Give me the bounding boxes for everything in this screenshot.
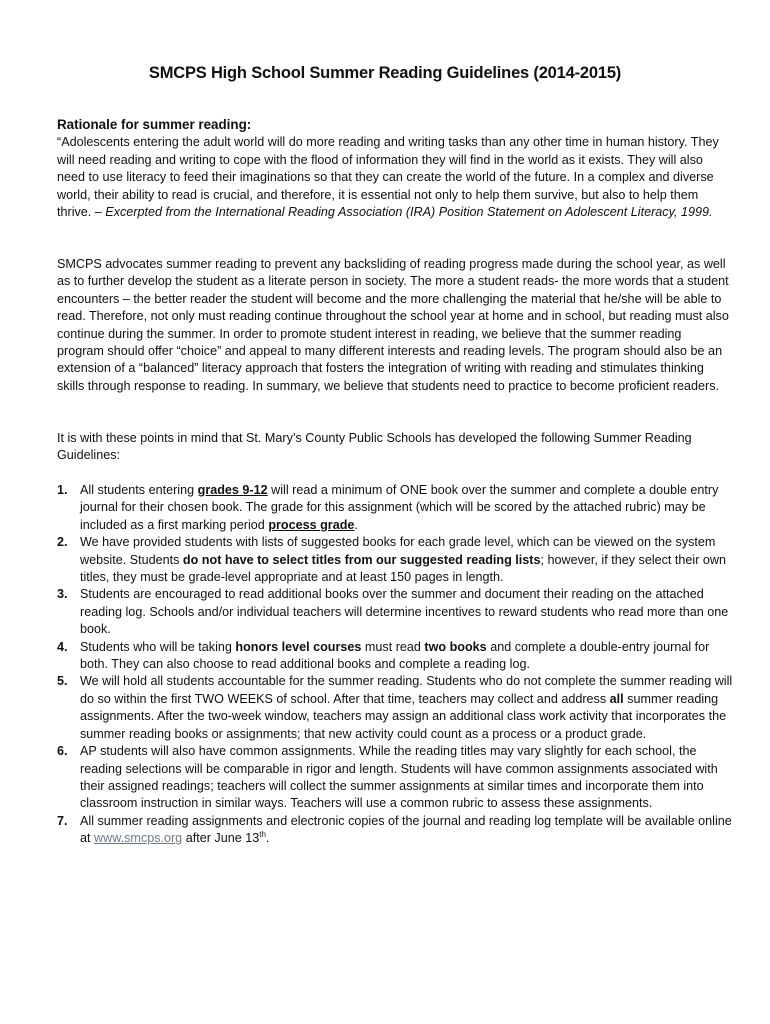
smcps-website-link[interactable]: www.smcps.org <box>94 831 183 846</box>
guideline-text: Students are encouraged to read additional books over the summer and document their reading on the attached reading log. Schools and/or individual teachers will determine incentives to reward students who read more than one book. <box>80 587 729 637</box>
guideline-text: after June 13 <box>182 831 260 846</box>
guideline-item-1 <box>57 482 733 534</box>
guideline-item-6 <box>57 743 733 813</box>
advocacy-section <box>57 256 729 395</box>
guideline-number: 5. <box>57 674 68 689</box>
guideline-number: 3. <box>57 587 68 602</box>
document-title: SMCPS High School Summer Reading Guidelines (2014-2015) <box>148 64 622 82</box>
rationale-quote: “Adolescents entering the adult world will do more reading and writing tasks than any other time in human history. They will need reading and writing to cope with the flood of information they will find in the world as it exists. They will also need to use literacy to feed their imaginations so that they can create the world of the future. In a complex and diverse world, their ability to read is crucial, and therefore, it is essential not only to help them survive, but also to help them thrive. – <box>57 135 719 220</box>
guideline-text: AP students will also have common assignments. While the reading titles may vary slightly for each school, the reading selections will be comparable in rigor and length. Students will have common assignments associated with their assigned readings; teachers will collect the summer assignments at similar times and incorporate them into classroom instruction in similar ways. Teachers will use a common rubric to assess these assignments. <box>80 744 718 811</box>
rationale-section <box>57 116 729 221</box>
grades-emphasis: grades 9-12 <box>197 483 268 497</box>
guideline-text: must read <box>361 639 425 654</box>
guideline-item-4 <box>57 639 733 674</box>
guideline-text: All students entering <box>80 483 198 497</box>
guideline-item-3 <box>57 586 733 638</box>
guideline-text: Students who will be taking <box>80 639 236 654</box>
guideline-item-2 <box>57 534 733 586</box>
guideline-text: . <box>354 517 358 532</box>
guideline-number: 2. <box>57 535 68 550</box>
guideline-number: 7. <box>57 813 68 828</box>
guideline-number: 6. <box>57 744 68 759</box>
rationale-citation: Excerpted from the International Reading Association (IRA) Position Statement on Adolescent Literacy, 1999. <box>105 205 713 220</box>
guideline-text: . <box>265 831 270 846</box>
guideline-number: 1. <box>57 483 68 497</box>
all-emphasis: all <box>609 691 624 706</box>
ordinal-superscript: th <box>259 829 266 839</box>
rationale-quote-paragraph <box>57 134 729 221</box>
reading-list-emphasis: do not have to select titles from our suggested reading lists <box>182 552 541 567</box>
guideline-text: and complete a double-entry journal for both. They can also choose to read additional books and complete a reading log. <box>80 639 710 672</box>
honors-emphasis: honors level courses <box>235 639 362 654</box>
guideline-text: All summer reading assignments and electronic copies of the journal and reading log template will be available online at <box>80 813 732 846</box>
guideline-text: will read a minimum of ONE book over the summer and complete a double entry journal for their chosen book. The grade for this assignment (which will be scored by the attached rubric) may be included as a first marking period <box>80 483 719 532</box>
process-grade-emphasis: process grade <box>268 517 355 532</box>
rationale-heading: Rationale for summer reading: <box>57 117 252 132</box>
advocacy-paragraph: SMCPS advocates summer reading to prevent any backsliding of reading progress made during the school year, as well as to further develop the student as a literate person in society. The more a student reads- the more words that a student encounters – the better reader the student will become and the more challenging the material that he/she will be able to read. Therefore, not only must reading continue throughout the school year at home and in school, but reading must also continue during the summer. In order to promote student interest in reading, we believe that the summer reading program should offer “choice” and appeal to many different interests and reading levels. The program should also be an extension of a “balanced” literacy approach that fosters the integration of writing with reading and stimulates thinking skills through response to reading. In summary, we believe that students need to practice to become proficient readers. <box>57 257 729 393</box>
intro-section <box>57 430 729 465</box>
guideline-text: summer reading assignments. After the two-week window, teachers may assign an additional class work activity that incorporates the summer reading books or assignments; that new activity could count as a process or a product grade. <box>80 691 727 741</box>
guideline-item-7 <box>57 813 733 848</box>
two-books-emphasis: two books <box>424 639 487 654</box>
guideline-text: We will hold all students accountable for the summer reading. Students who do not complete the summer reading will do so within the first TWO WEEKS of school. After that time, teachers may collect and address <box>80 674 733 706</box>
intro-paragraph: It is with these points in mind that St. Mary’s County Public Schools has developed the following Summer Reading Guidelines: <box>57 431 692 463</box>
guideline-text: ; however, if they select their own titles, they must be grade-level appropriate and at least 150 pages in length. <box>80 552 727 585</box>
guidelines-list <box>57 482 733 848</box>
guideline-text: We have provided students with lists of suggested books for each grade level, which can be viewed on the system website. Students <box>80 535 716 567</box>
guideline-number: 4. <box>57 639 68 654</box>
guideline-item-5 <box>57 673 733 743</box>
